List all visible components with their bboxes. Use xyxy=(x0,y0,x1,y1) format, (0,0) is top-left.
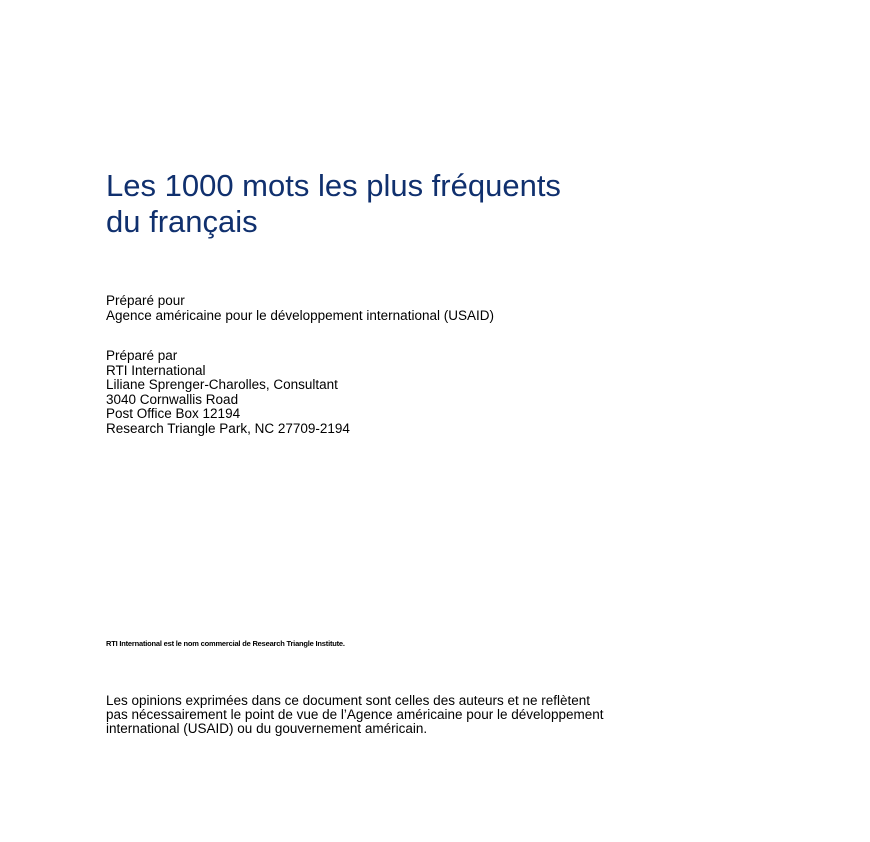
prepared-for-label: Préparé pour xyxy=(106,293,185,308)
page-title xyxy=(106,168,806,240)
disclaimer-line-3: international (USAID) ou du gouvernement américain. xyxy=(106,721,428,736)
title-line-1: Les 1000 mots les plus fréquents xyxy=(106,168,561,203)
prepared-by-author: Liliane Sprenger-Charolles, Consultant xyxy=(106,377,338,392)
prepared-by-label: Préparé par xyxy=(106,348,178,363)
prepared-for-section xyxy=(106,294,494,323)
tradename-note: RTI International est le nom commercial de Research Triangle Institute. xyxy=(106,639,345,648)
prepared-by-organization: RTI International xyxy=(106,362,206,378)
disclaimer-line-2: pas nécessairement le point de vue de l’Agence américaine pour le développement xyxy=(106,707,604,722)
prepared-by-po-box: Post Office Box 12194 xyxy=(106,406,241,421)
prepared-by-section xyxy=(106,349,350,436)
title-line-2: du français xyxy=(106,204,258,239)
prepared-by-city: Research Triangle Park, NC 27709-2194 xyxy=(106,420,350,436)
disclaimer xyxy=(106,694,786,736)
prepared-by-street: 3040 Cornwallis Road xyxy=(106,391,239,407)
prepared-for-recipient: Agence américaine pour le développement international (USAID) xyxy=(106,307,494,323)
disclaimer-line-1: Les opinions exprimées dans ce document sont celles des auteurs et ne reflètent xyxy=(106,693,591,708)
